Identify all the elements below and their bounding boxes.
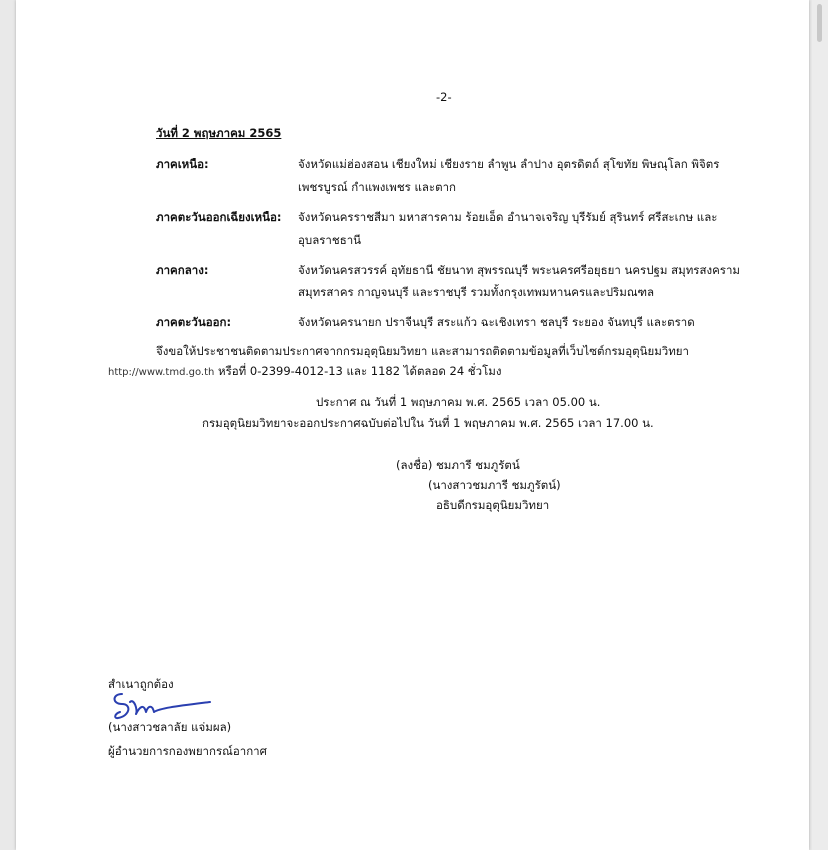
advice-phone-text: หรือที่ 0-2399-4012-13 และ 1182 ได้ตลอด 24 ชั่วโมง: [218, 364, 502, 378]
region-text-northeast-line1: จังหวัดนครราชสีมา มหาสารคาม ร้อยเอ็ด อำนาจเจริญ บุรีรัมย์ สุรินทร์ ศรีสะเกษ และ: [298, 210, 718, 224]
page-number: -2-: [436, 90, 452, 104]
certified-name: (นางสาวชลาลัย แจ่มผล): [108, 720, 232, 734]
region-label-northeast: ภาคตะวันออกเฉียงเหนือ:: [156, 210, 282, 224]
signed-line: (ลงชื่อ) ชมภารี ชมภูรัตน์: [396, 458, 520, 472]
region-text-east-line1: จังหวัดนครนายก ปราจีนบุรี สระแก้ว ฉะเชิงเทรา ชลบุรี ระยอง จันทบุรี และตราด: [298, 315, 695, 329]
advice-line1: จึงขอให้ประชาชนติดตามประกาศจากกรมอุตุนิยมวิทยา และสามารถติดตามข้อมูลที่เว็บไซต์กรมอุตุนิยมวิทยา: [156, 344, 690, 358]
certified-title: ผู้อำนวยการกองพยากรณ์อากาศ: [108, 744, 267, 758]
website-link[interactable]: http://www.tmd.go.th: [108, 367, 215, 378]
director-name: (นางสาวชมภารี ชมภูรัตน์): [428, 478, 561, 492]
region-text-north-line1: จังหวัดแม่ฮ่องสอน เชียงใหม่ เชียงราย ลำพูน ลำปาง อุตรดิตถ์ สุโขทัย พิษณุโลก พิจิตร: [298, 157, 720, 171]
advice-line2: [108, 364, 501, 380]
certified-label: สำเนาถูกต้อง: [108, 677, 174, 691]
vertical-scrollbar[interactable]: [812, 0, 828, 850]
document-page: [16, 0, 809, 850]
region-label-north: ภาคเหนือ:: [156, 157, 209, 171]
date-heading: วันที่ 2 พฤษภาคม 2565: [156, 126, 282, 140]
announce-line2: กรมอุตุนิยมวิทยาจะออกประกาศฉบับต่อไปใน วันที่ 1 พฤษภาคม พ.ศ. 2565 เวลา 17.00 น.: [202, 416, 654, 430]
region-label-east: ภาคตะวันออก:: [156, 315, 232, 329]
region-text-northeast-line2: อุบลราชธานี: [298, 233, 362, 247]
region-text-central-line2: สมุทรสาคร กาญจนบุรี และราชบุรี รวมทั้งกรุงเทพมหานครและปริมณฑล: [298, 285, 655, 299]
region-text-central-line1: จังหวัดนครสวรรค์ อุทัยธานี ชัยนาท สุพรรณบุรี พระนครศรีอยุธยา นครปฐม สมุทรสงคราม: [298, 263, 741, 277]
region-text-north-line2: เพชรบูรณ์ กำแพงเพชร และตาก: [298, 180, 456, 194]
announce-line1: ประกาศ ณ วันที่ 1 พฤษภาคม พ.ศ. 2565 เวลา 05.00 น.: [316, 395, 601, 409]
scrollbar-thumb[interactable]: [817, 4, 822, 42]
region-label-central: ภาคกลาง:: [156, 263, 209, 277]
director-title: อธิบดีกรมอุตุนิยมวิทยา: [436, 498, 550, 512]
